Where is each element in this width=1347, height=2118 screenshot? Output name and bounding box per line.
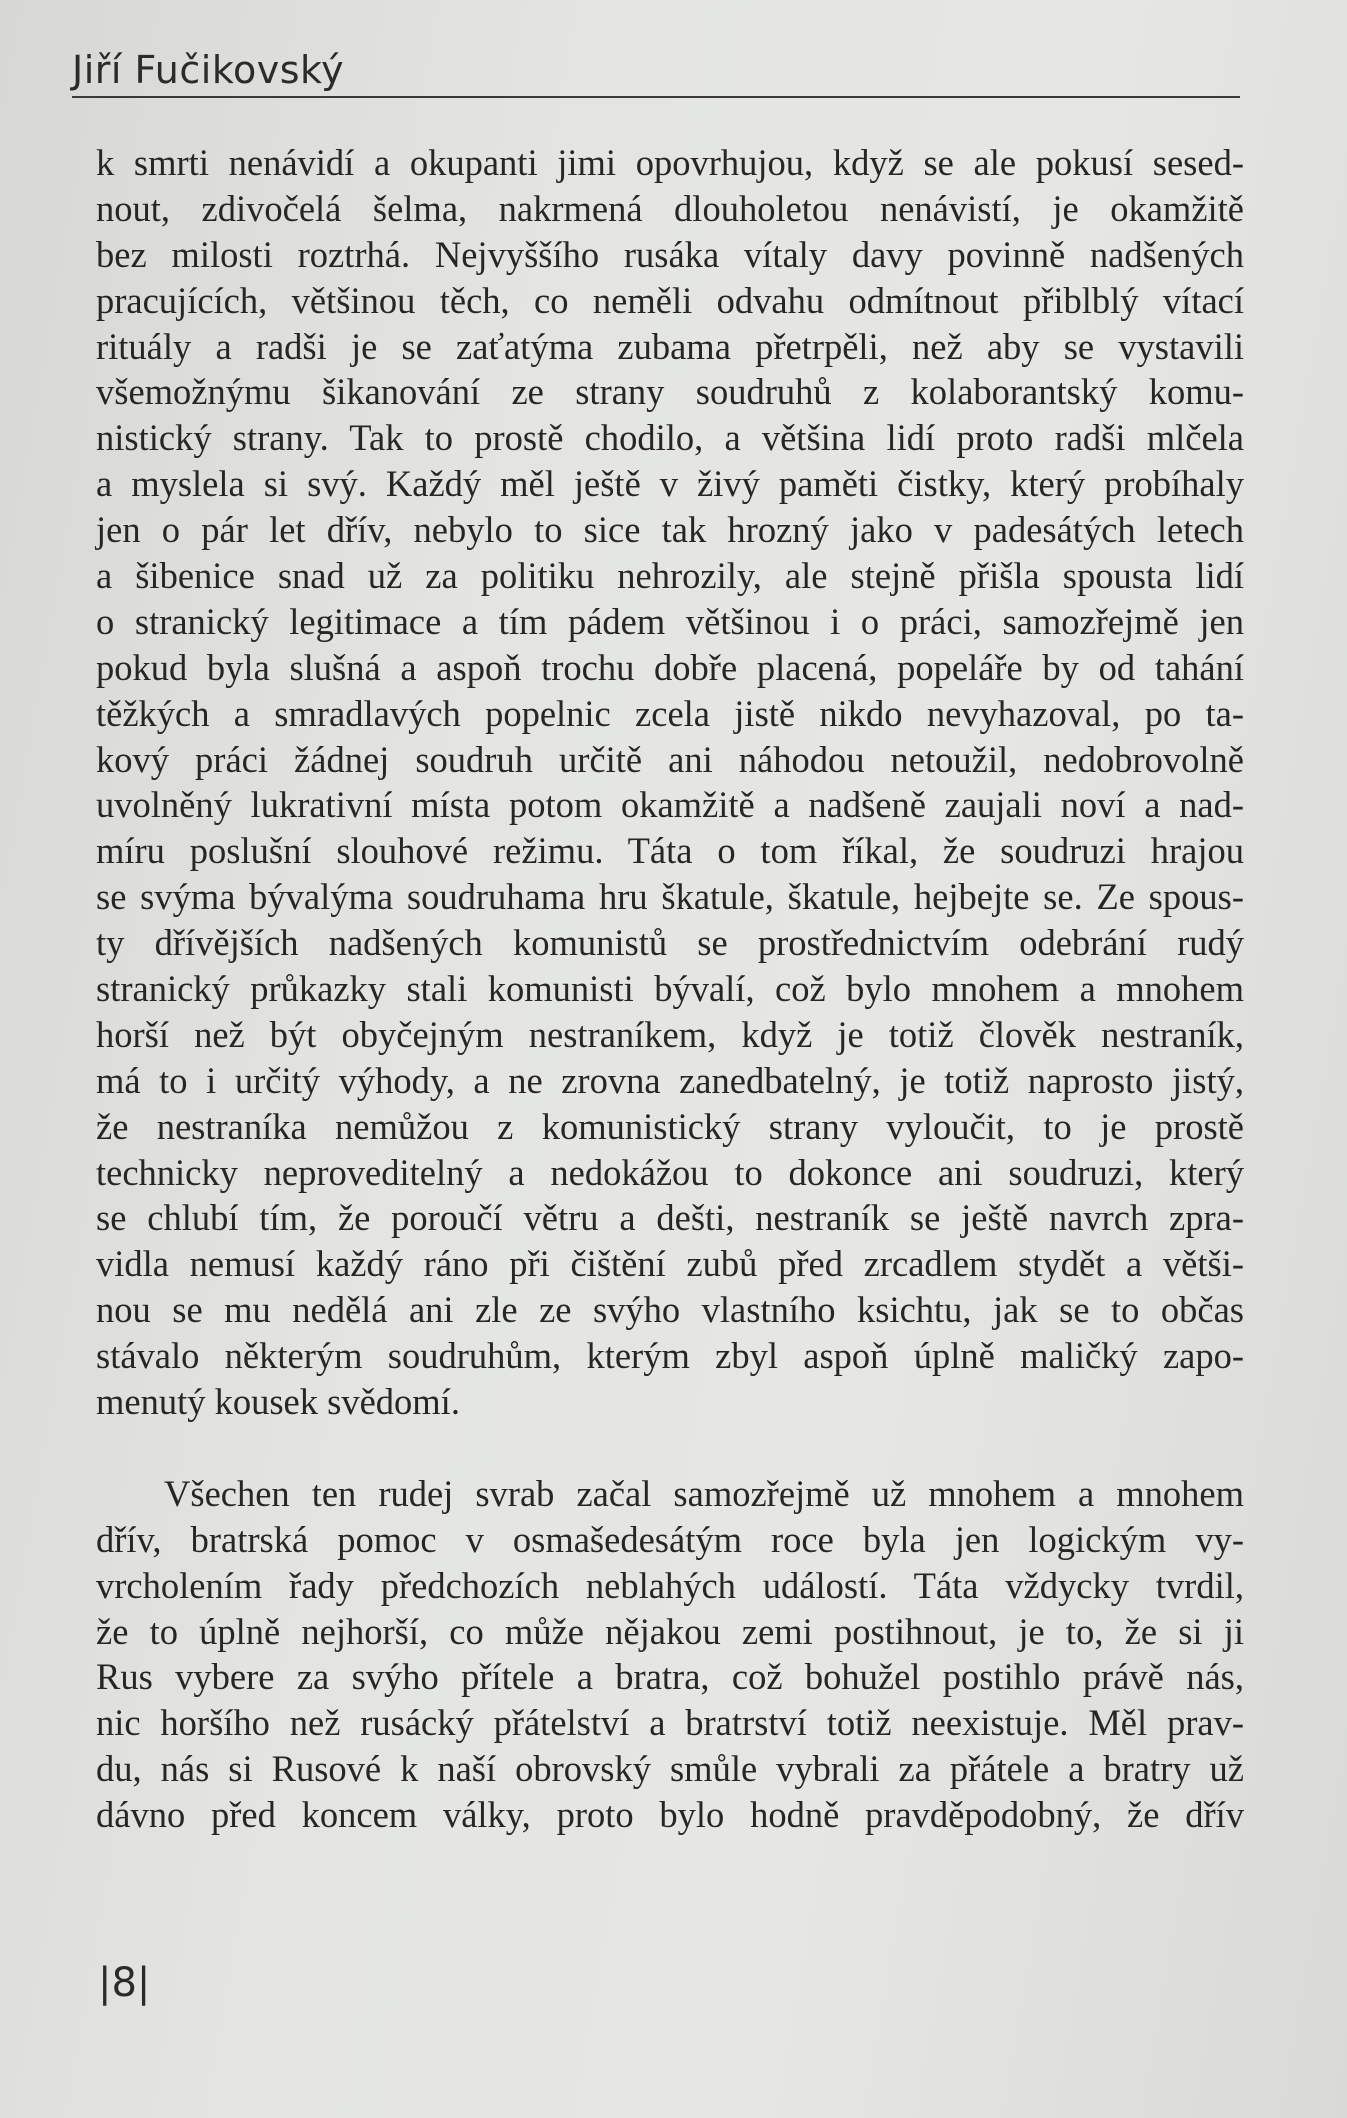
text-line: vidla nemusí každý ráno při čištění zubů před zrcadlem stydět a větši- xyxy=(96,1243,1244,1285)
text-line: že to úplně nejhorší, co může nějakou zemi postihnout, je to, že si ji xyxy=(96,1610,1244,1652)
text-line: Všechen ten rudej svrab začal samozřejmě už mnohem a mnohem xyxy=(164,1472,1244,1514)
text-line: uvolněný lukrativní místa potom okamžitě a nadšeně zaujali noví a nad- xyxy=(96,784,1244,826)
paragraph-2 xyxy=(96,1471,1244,1838)
text-line: míru poslušní slouhové režimu. Táta o tom říkal, že soudruzi hrajou xyxy=(96,830,1244,872)
text-line: bez milosti roztrhá. Nejvyššího rusáka vítaly davy povinně nadšených xyxy=(96,233,1244,275)
text-line: dávno před koncem války, proto bylo hodně pravděpodobný, že dřív xyxy=(96,1794,1244,1836)
text-line: Rus vybere za svýho přítele a bratra, což bohužel postihlo právě nás, xyxy=(96,1656,1244,1698)
author-name: Jiří Fučikovský xyxy=(72,48,345,92)
text-line: menutý kousek svědomí. xyxy=(96,1381,460,1423)
text-line: pracujících, většinou těch, co neměli odvahu odmítnout přiblblý vítací xyxy=(96,279,1244,321)
text-line: se svýma bývalýma soudruhama hru škatule, škatule, hejbejte se. Ze spous- xyxy=(96,876,1244,918)
text-line: horší než být obyčejným nestraníkem, když je totiž člověk nestraník, xyxy=(96,1013,1244,1055)
paragraph-1 xyxy=(96,140,1244,1425)
text-line: dřív, bratrská pomoc v osmašedesátým roce byla jen logickým vy- xyxy=(96,1518,1244,1560)
text-line: nistický strany. Tak to prostě chodilo, a většina lidí proto radši mlčela xyxy=(96,417,1244,459)
body-text xyxy=(96,140,1244,1838)
text-line: a šibenice snad už za politiku nehrozily, ale stejně přišla spousta lidí xyxy=(96,555,1244,597)
text-line: těžkých a smradlavých popelnic zcela jistě nikdo nevyhazoval, po ta- xyxy=(96,692,1244,734)
page-number: |8| xyxy=(98,1960,151,2006)
text-line: rituály a radši je se zaťatýma zubama přetrpěli, než aby se vystavili xyxy=(96,325,1244,367)
text-line: o stranický legitimace a tím pádem většinou i o práci, samozřejmě jen xyxy=(96,600,1244,642)
text-line: všemožnýmu šikanování ze strany soudruhů z kolaborantský komu- xyxy=(96,371,1244,413)
text-line: kový práci žádnej soudruh určitě ani náhodou netoužil, nedobrovolně xyxy=(96,738,1244,780)
text-line: pokud byla slušná a aspoň trochu dobře placená, popeláře by od tahání xyxy=(96,646,1244,688)
text-line: nou se mu nedělá ani zle ze svýho vlastního ksichtu, jak se to občas xyxy=(96,1289,1244,1331)
text-line: nout, zdivočelá šelma, nakrmená dlouholetou nenávistí, je okamžitě xyxy=(96,187,1244,229)
text-line: k smrti nenávidí a okupanti jimi opovrhujou, když se ale pokusí sesed- xyxy=(96,142,1244,183)
text-line: ty dřívějších nadšených komunistů se prostřednictvím odebrání rudý xyxy=(96,922,1244,964)
text-line: nic horšího než rusácký přátelství a bratrství totiž neexistuje. Měl prav- xyxy=(96,1702,1244,1744)
text-line: stranický průkazky stali komunisti bývalí, což bylo mnohem a mnohem xyxy=(96,968,1244,1010)
text-line: že nestraníka nemůžou z komunistický strany vyloučit, to je prostě xyxy=(96,1105,1244,1147)
running-header xyxy=(72,30,1240,98)
text-line: má to i určitý výhody, a ne zrovna zanedbatelný, je totiž naprosto jistý, xyxy=(96,1059,1244,1101)
text-line: du, nás si Rusové k naší obrovský smůle vybrali za přátele a bratry už xyxy=(96,1748,1244,1790)
text-line: se chlubí tím, že poroučí větru a dešti, nestraník se ještě navrch zpra- xyxy=(96,1197,1244,1239)
text-line: technicky neproveditelný a nedokážou to dokonce ani soudruzi, který xyxy=(96,1151,1244,1193)
text-line: jen o pár let dřív, nebylo to sice tak hrozný jako v padesátých letech xyxy=(96,509,1244,551)
text-line: stávalo některým soudruhům, kterým zbyl aspoň úplně maličký zapo- xyxy=(96,1335,1244,1377)
text-line: vrcholením řady předchozích neblahých událostí. Táta vždycky tvrdil, xyxy=(96,1564,1244,1606)
text-line: a myslela si svý. Každý měl ještě v živý paměti čistky, který probíhaly xyxy=(96,463,1244,505)
